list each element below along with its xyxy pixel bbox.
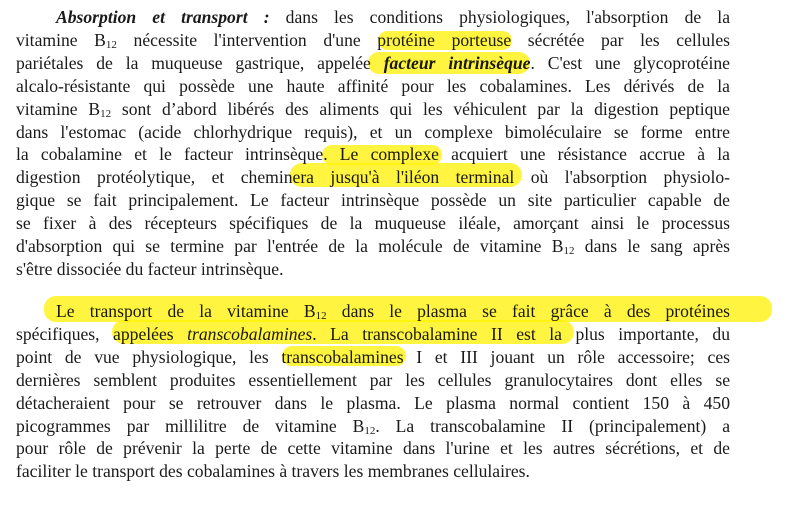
text-span: dans le sang après <box>574 236 730 257</box>
subscript: 12 <box>100 107 112 120</box>
text-line: s'être dissociée du facteur intrinsèque. <box>16 258 284 279</box>
text-line <box>16 98 730 121</box>
text-span: picogrammes par millilitre de vitamine B <box>16 415 365 436</box>
subscript: 12 <box>364 424 376 437</box>
text-line: digestion protéolytique, et cheminera jusqu'à l'iléon terminal où l'absorption physiolo- <box>16 167 730 188</box>
text-line <box>16 415 730 438</box>
text-line <box>16 6 730 29</box>
text-span: dans le plasma se fait grâce à des protéines <box>326 301 730 321</box>
text-span: . C'est une glycoprotéine <box>530 52 730 73</box>
text-line: dernières semblent produites essentiellement par les cellules granulocytaires dont elles se <box>16 369 730 390</box>
subscript: 12 <box>315 310 327 322</box>
text-span: spécifiques, appelées <box>16 323 188 344</box>
text-span: Le transport de la vitamine B <box>56 301 316 321</box>
text-line: gique se fait principalement. Le facteur intrinsèque possède un site particulier capable de <box>16 190 730 211</box>
text-line <box>16 235 730 258</box>
paragraph-absorption <box>16 6 730 281</box>
text-span: vitamine B <box>16 98 101 119</box>
subscript: 12 <box>105 38 117 51</box>
text-line: détacheraient pour se retrouver dans le plasma. Le plasma normal contient 150 à 450 <box>16 392 730 413</box>
text-line: faciliter le transport des cobalamines à travers les membranes cellulaires. <box>16 461 530 482</box>
text-span: . La transcobalamine II (principalement) a <box>375 415 730 436</box>
text-span: dans les conditions physiologiques, l'absorption de la <box>269 7 731 27</box>
text-line: point de vue physiologique, les transcobalamines I et III jouant un rôle accessoire; ces <box>16 346 730 367</box>
paragraph-transport <box>16 300 730 483</box>
text-line <box>16 300 730 323</box>
text-span: sont d’abord libérés des aliments qui les véhiculent par la digestion peptique <box>111 98 730 119</box>
text-span: . La transcobalamine II est la plus importante, du <box>312 323 730 344</box>
term-transcobalamines: transcobalamines <box>187 323 313 344</box>
text-line: dans l'estomac (acide chlorhydrique requis), et un complexe bimoléculaire se forme entre <box>16 121 730 142</box>
section-heading: Absorption et transport : <box>56 7 270 27</box>
text-span: nécessite l'intervention d'une protéine porteuse sécrétée par les cellules <box>116 29 730 50</box>
text-line: pour rôle de prévenir la perte de cette vitamine dans l'urine et les autres sécrétions, et de <box>16 438 730 459</box>
text-line <box>16 52 730 75</box>
text-line: se fixer à des récepteurs spécifiques de la muqueuse iléale, amorçant ainsi le processus <box>16 213 730 234</box>
subscript: 12 <box>563 245 575 258</box>
text-span: d'absorption qui se termine par l'entrée de la molécule de vitamine B <box>16 236 564 257</box>
text-line <box>16 323 730 346</box>
text-span: vitamine B <box>16 29 106 50</box>
term-facteur-intrinseque: facteur intrinsèque <box>383 52 531 73</box>
text-line: la cobalamine et le facteur intrinsèque. Le complexe acquiert une résistance accrue à la <box>16 144 730 165</box>
text-span: pariétales de la muqueuse gastrique, appelée <box>16 52 384 73</box>
text-line: alcalo-résistante qui possède une haute affinité pour les cobalamines. Les dérivés de la <box>16 75 730 96</box>
text-line <box>16 29 730 52</box>
